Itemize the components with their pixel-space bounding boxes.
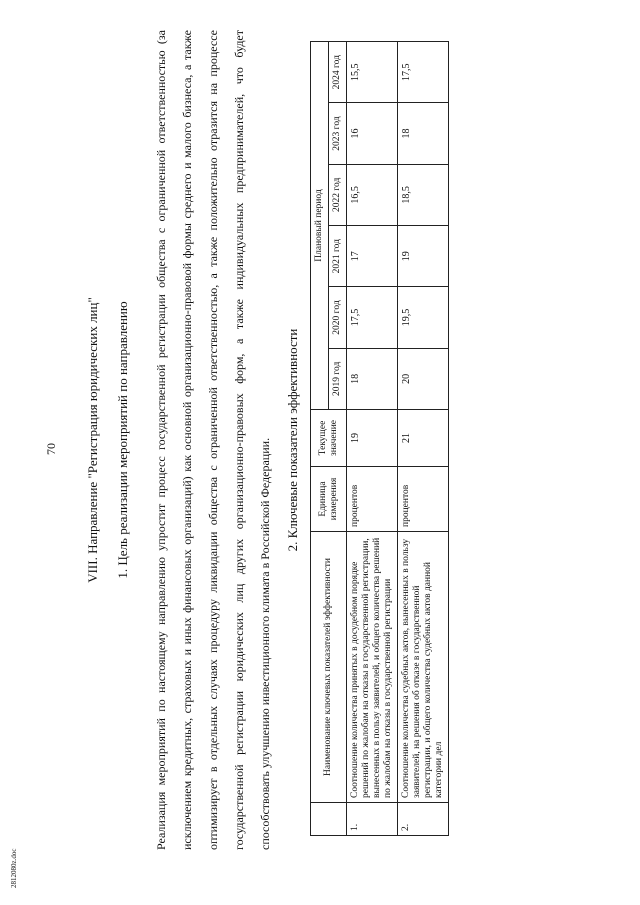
goal-title: 1. Цель реализации мероприятий по направлению <box>115 301 130 579</box>
row-value: 18 <box>398 103 449 164</box>
row-number: 2. <box>398 803 449 836</box>
row-value: 17 <box>347 226 398 287</box>
header-unit: Единица измерения <box>311 467 347 532</box>
header-year: 2022 год <box>329 164 347 225</box>
header-current: Текущее значение <box>311 410 347 467</box>
header-name: Наименование ключевых показателей эффективности <box>311 532 347 803</box>
row-name: Соотношение количества судебных актов, вынесенных в пользу заявителей, на решения об отказе в государственной регистрации, и общего количества судебных актов данной категории дел <box>398 532 449 803</box>
table-row <box>347 42 398 836</box>
section-title: VIII. Направление "Регистрация юридических лиц" <box>85 297 100 583</box>
row-value: 17,5 <box>398 42 449 103</box>
row-value: 18 <box>347 348 398 409</box>
row-value: 16,5 <box>347 164 398 225</box>
header-year: 2021 год <box>329 226 347 287</box>
rotated-content <box>80 30 560 850</box>
kpi-table <box>310 41 449 836</box>
row-value: 17,5 <box>347 287 398 348</box>
row-current: 21 <box>398 410 449 467</box>
row-value: 16 <box>347 103 398 164</box>
row-unit: процентов <box>398 467 449 532</box>
row-value: 19,5 <box>398 287 449 348</box>
table-header-row <box>311 42 329 836</box>
row-value: 18,5 <box>398 164 449 225</box>
header-year: 2020 год <box>329 287 347 348</box>
row-name: Соотношение количества принятых в досудебном порядке решений по жалобам на отказы в государственной регистрации, вынесенных в пользу заявителей, и общего количества решений по жалобам на отказы в государственной регистрации <box>347 532 398 803</box>
header-year: 2019 год <box>329 348 347 409</box>
row-value: 15,5 <box>347 42 398 103</box>
row-number: 1. <box>347 803 398 836</box>
header-year: 2024 год <box>329 42 347 103</box>
footer-file-code: 2812080z.doc <box>10 848 18 888</box>
row-value: 19 <box>398 226 449 287</box>
row-current: 19 <box>347 410 398 467</box>
indicators-title: 2. Ключевые показатели эффективности <box>285 328 300 552</box>
body-paragraph: Реализация мероприятий по настоящему направлению упростит процесс государственной регистрации общества с ограниченной ответственностью (за исключением кредитных, страховых и иных финансовых организаций) как основной организационно-правовой формы среднего и малого бизнеса, а также оптимизирует в отдельных случаях процедуру ликвидации общества с ограниченной ответственностью, а также положительно отразится на процессе государственной регистрации юридических лиц других организационно-правовых форм, а также индивидуальных предпринимателей, что будет способствовать улучшению инвестиционного климата в Российской Федерации. <box>154 30 272 850</box>
header-number <box>311 803 347 836</box>
page-number: 70 <box>44 443 58 455</box>
header-year: 2023 год <box>329 103 347 164</box>
row-unit: процентов <box>347 467 398 532</box>
row-value: 20 <box>398 348 449 409</box>
header-planned: Плановый период <box>311 42 329 410</box>
table-row <box>398 42 449 836</box>
